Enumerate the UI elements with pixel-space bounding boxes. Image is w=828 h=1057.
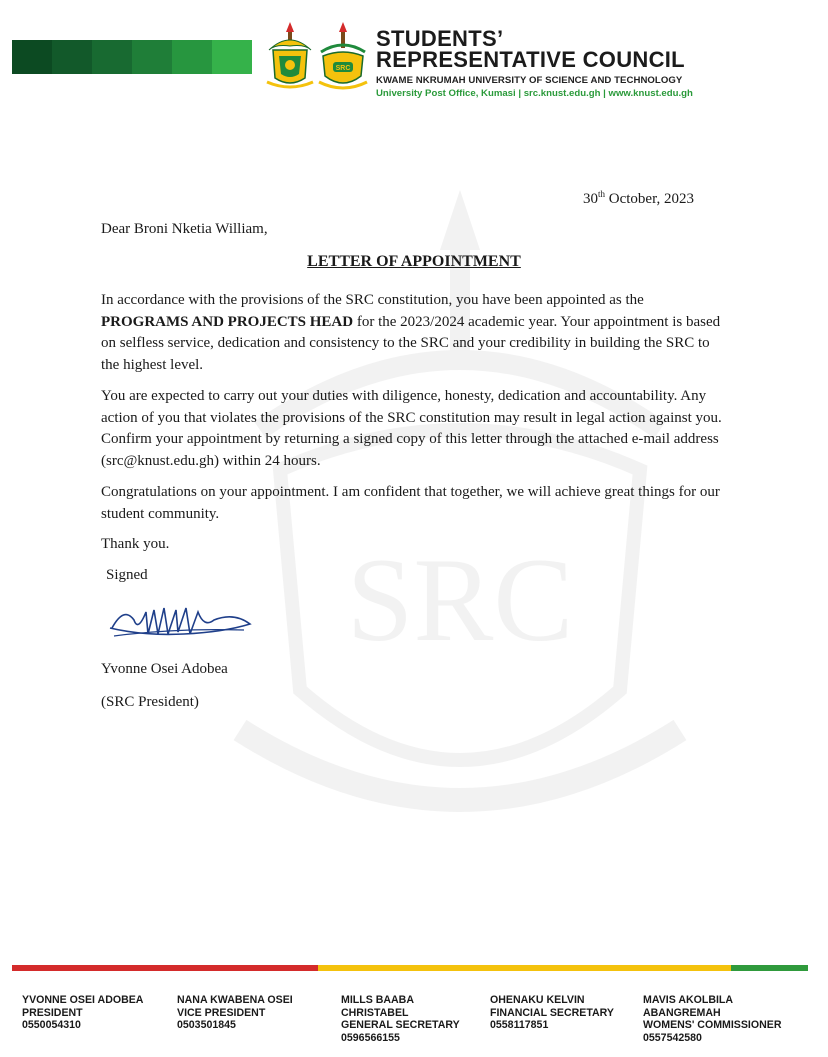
contact-role: WOMENS' COMMISSIONER bbox=[643, 1019, 782, 1031]
contact-phone: 0557542580 bbox=[643, 1031, 702, 1044]
contact-name: MILLS BAABA bbox=[341, 994, 414, 1006]
closing-thanks: Thank you. bbox=[101, 536, 170, 552]
university-name: KWAME NKRUMAH UNIVERSITY OF SCIENCE AND TECHNOLOGY bbox=[376, 75, 683, 86]
paragraph-congratulations: Congratulations on your appointment. I am confident that together, we will achieve great things for our student community. bbox=[101, 484, 720, 522]
date-month-year: October, 2023 bbox=[605, 191, 694, 207]
paragraph-1-intro: In accordance with the provisions of the SRC constitution, you have been appointed as the bbox=[101, 292, 644, 308]
contact-role: GENERAL SECRETARY bbox=[341, 1019, 460, 1031]
organization-title bbox=[376, 28, 685, 70]
letter-date bbox=[583, 189, 694, 208]
knust-crest-logo bbox=[267, 22, 313, 87]
signer-role: (SRC President) bbox=[101, 694, 199, 710]
contact-phone: 0503501845 bbox=[177, 1019, 236, 1031]
contact-role: PRESIDENT bbox=[22, 1006, 83, 1019]
contact-name: MAVIS AKOLBILA bbox=[643, 994, 734, 1006]
contact-womens-commissioner bbox=[643, 994, 781, 1044]
contact-president bbox=[22, 994, 143, 1032]
signer-name: Yvonne Osei Adobea bbox=[101, 661, 228, 677]
university-and-src-logos bbox=[265, 20, 371, 92]
title-line-1: STUDENTS’ bbox=[376, 26, 504, 51]
footer-color-bar bbox=[12, 965, 808, 971]
contact-role: FINANCIAL SECRETARY bbox=[490, 1006, 614, 1019]
contact-phone: 0596566155 bbox=[341, 1031, 400, 1044]
contact-name: OHENAKU KELVIN bbox=[490, 994, 585, 1006]
contact-role: VICE PRESIDENT bbox=[177, 1006, 266, 1019]
appointed-position: PROGRAMS AND PROJECTS HEAD bbox=[101, 313, 354, 330]
svg-text:SRC: SRC bbox=[346, 533, 574, 666]
signed-label: Signed bbox=[106, 567, 148, 583]
date-day: 30 bbox=[583, 191, 598, 207]
contact-name-2: ABANGREMAH bbox=[643, 1006, 721, 1019]
contact-general-secretary bbox=[341, 994, 460, 1044]
contact-vice-president bbox=[177, 994, 293, 1032]
contact-financial-secretary bbox=[490, 994, 614, 1032]
contact-name: YVONNE OSEI ADOBEA bbox=[22, 994, 144, 1006]
paragraph-1-rest: for the 2023/2024 academic year. Your appointment is based on selfless service, dedication and consistency to the SRC and your credibility in building the SRC to the highest level. bbox=[101, 313, 721, 373]
contact-phone: 0558117851 bbox=[490, 1019, 549, 1031]
university-address: University Post Office, Kumasi | src.knust.edu.gh | www.knust.edu.gh bbox=[376, 88, 693, 99]
header-color-bar bbox=[12, 40, 252, 74]
salutation: Dear Broni Nketia William, bbox=[101, 221, 268, 237]
paragraph-appointment bbox=[101, 290, 727, 376]
contact-name-2: CHRISTABEL bbox=[341, 1006, 409, 1019]
contact-name: NANA KWABENA OSEI bbox=[177, 994, 293, 1006]
contact-phone: 0550054310 bbox=[22, 1019, 81, 1031]
paragraph-expectations: You are expected to carry out your duties with diligence, honesty, dedication and accountability. Any action of you that violates the provisions of the SRC constitution may result in legal action against you. Confirm your appointment by returning a signed copy of this letter through the attached e-mail address (src@knust.edu.gh) within 24 hours. bbox=[101, 388, 722, 469]
src-emblem-logo bbox=[319, 22, 367, 88]
date-suffix: th bbox=[598, 189, 606, 199]
svg-text:SRC: SRC bbox=[335, 65, 351, 72]
handwritten-signature bbox=[104, 598, 254, 648]
letter-heading: LETTER OF APPOINTMENT bbox=[307, 253, 521, 270]
title-line-2: REPRESENTATIVE COUNCIL bbox=[376, 47, 685, 72]
